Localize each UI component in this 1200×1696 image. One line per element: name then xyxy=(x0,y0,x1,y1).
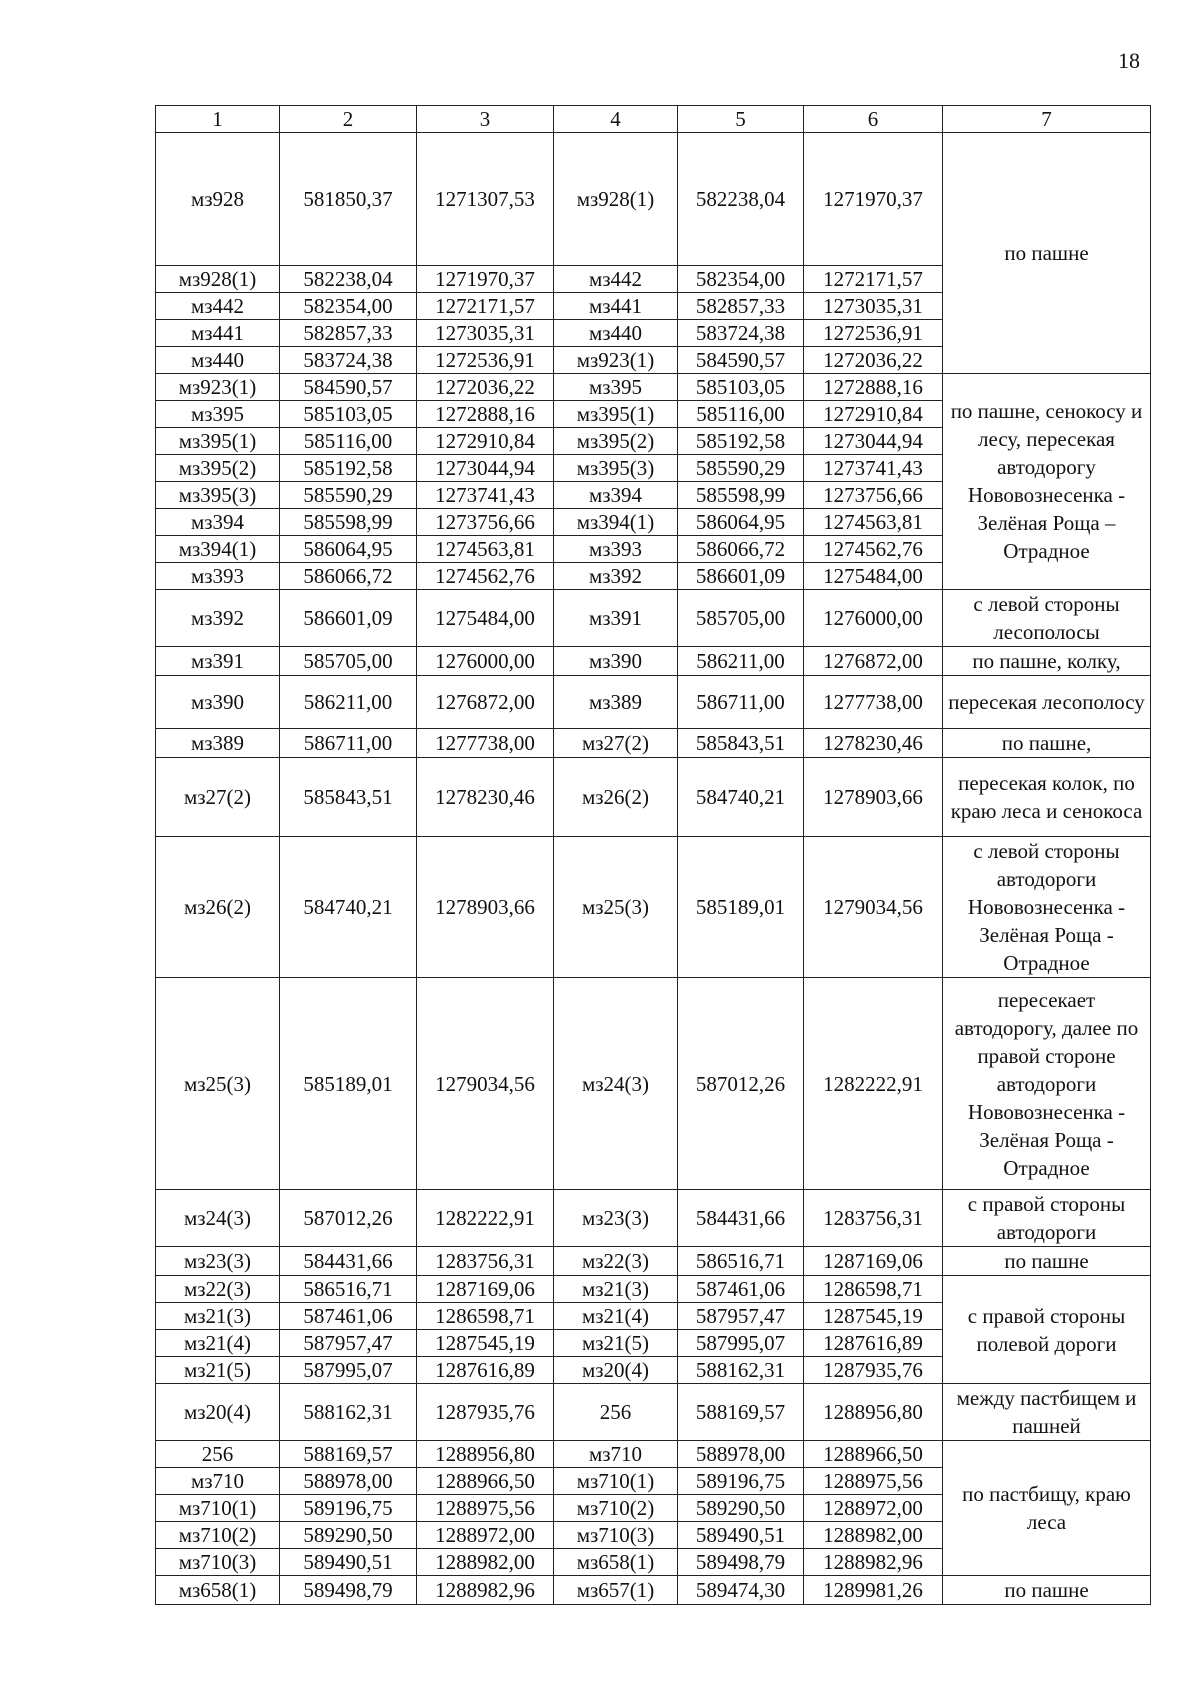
start-x-cell: 586601,09 xyxy=(280,589,417,646)
start-point-cell: мз658(1) xyxy=(156,1576,280,1605)
start-x-cell: 586711,00 xyxy=(280,728,417,757)
description-cell: с левой стороны лесополосы xyxy=(943,589,1151,646)
start-x-cell: 589490,51 xyxy=(280,1549,417,1576)
table-row xyxy=(156,133,1151,266)
end-x-cell: 586516,71 xyxy=(678,1247,804,1276)
end-point-cell: мз21(3) xyxy=(554,1276,678,1303)
start-y-cell: 1283756,31 xyxy=(417,1247,554,1276)
start-y-cell: 1287935,76 xyxy=(417,1384,554,1441)
start-y-cell: 1273756,66 xyxy=(417,508,554,535)
start-x-cell: 586064,95 xyxy=(280,535,417,562)
start-x-cell: 587995,07 xyxy=(280,1357,417,1384)
end-x-cell: 584431,66 xyxy=(678,1190,804,1247)
end-y-cell: 1288966,50 xyxy=(804,1441,943,1468)
start-x-cell: 585598,99 xyxy=(280,508,417,535)
start-point-cell: мз393 xyxy=(156,562,280,589)
start-y-cell: 1273741,43 xyxy=(417,481,554,508)
start-point-cell: мз710(2) xyxy=(156,1522,280,1549)
start-x-cell: 586516,71 xyxy=(280,1276,417,1303)
end-x-cell: 584590,57 xyxy=(678,346,804,373)
start-y-cell: 1276000,00 xyxy=(417,646,554,675)
start-y-cell: 1287616,89 xyxy=(417,1357,554,1384)
end-point-cell: мз391 xyxy=(554,589,678,646)
start-point-cell: мз710(1) xyxy=(156,1495,280,1522)
end-y-cell: 1273035,31 xyxy=(804,292,943,319)
end-y-cell: 1272171,57 xyxy=(804,265,943,292)
end-x-cell: 585189,01 xyxy=(678,837,804,978)
description-cell: с правой стороны полевой дороги xyxy=(943,1276,1151,1384)
start-point-cell: мз389 xyxy=(156,728,280,757)
end-x-cell: 582354,00 xyxy=(678,265,804,292)
end-x-cell: 585598,99 xyxy=(678,481,804,508)
end-x-cell: 589474,30 xyxy=(678,1576,804,1605)
table-row xyxy=(156,646,1151,675)
end-x-cell: 589196,75 xyxy=(678,1468,804,1495)
end-point-cell: мз710 xyxy=(554,1441,678,1468)
end-y-cell: 1288975,56 xyxy=(804,1468,943,1495)
end-x-cell: 588978,00 xyxy=(678,1441,804,1468)
end-x-cell: 583724,38 xyxy=(678,319,804,346)
end-y-cell: 1274563,81 xyxy=(804,508,943,535)
table-row xyxy=(156,728,1151,757)
end-point-cell: мз21(5) xyxy=(554,1330,678,1357)
start-y-cell: 1288966,50 xyxy=(417,1468,554,1495)
start-y-cell: 1288972,00 xyxy=(417,1522,554,1549)
start-y-cell: 1279034,56 xyxy=(417,978,554,1190)
description-cell: по пашне, xyxy=(943,728,1151,757)
start-y-cell: 1271307,53 xyxy=(417,133,554,266)
start-point-cell: мз25(3) xyxy=(156,978,280,1190)
end-x-cell: 586066,72 xyxy=(678,535,804,562)
start-y-cell: 1288975,56 xyxy=(417,1495,554,1522)
page-number: 18 xyxy=(1118,48,1140,73)
end-x-cell: 585192,58 xyxy=(678,427,804,454)
start-x-cell: 585103,05 xyxy=(280,400,417,427)
description-cell: пересекает автодорогу, далее по правой стороне автодороги Нововознесенка - Зелёная Роща - Отрадное xyxy=(943,978,1151,1190)
end-point-cell: мз23(3) xyxy=(554,1190,678,1247)
end-y-cell: 1278903,66 xyxy=(804,757,943,837)
end-point-cell: мз710(2) xyxy=(554,1495,678,1522)
table-row xyxy=(156,757,1151,837)
description-cell: по пашне, сенокосу и лесу, пересекая автодорогу Нововознесенка - Зелёная Роща – Отрадное xyxy=(943,373,1151,589)
start-x-cell: 588162,31 xyxy=(280,1384,417,1441)
end-x-cell: 584740,21 xyxy=(678,757,804,837)
end-point-cell: мз22(3) xyxy=(554,1247,678,1276)
end-x-cell: 586064,95 xyxy=(678,508,804,535)
header-row xyxy=(156,106,1151,133)
start-x-cell: 584431,66 xyxy=(280,1247,417,1276)
end-y-cell: 1278230,46 xyxy=(804,728,943,757)
description-cell: по пашне xyxy=(943,1247,1151,1276)
start-y-cell: 1274563,81 xyxy=(417,535,554,562)
end-x-cell: 585705,00 xyxy=(678,589,804,646)
start-x-cell: 582857,33 xyxy=(280,319,417,346)
table-row xyxy=(156,373,1151,400)
start-point-cell: мз392 xyxy=(156,589,280,646)
end-x-cell: 587012,26 xyxy=(678,978,804,1190)
end-y-cell: 1276000,00 xyxy=(804,589,943,646)
end-y-cell: 1279034,56 xyxy=(804,837,943,978)
start-point-cell: мз394 xyxy=(156,508,280,535)
end-x-cell: 582857,33 xyxy=(678,292,804,319)
description-cell: по пашне, колку, xyxy=(943,646,1151,675)
start-point-cell: мз21(3) xyxy=(156,1303,280,1330)
start-point-cell: мз928 xyxy=(156,133,280,266)
description-cell: пересекая колок, по краю леса и сенокоса xyxy=(943,757,1151,837)
start-y-cell: 1287545,19 xyxy=(417,1330,554,1357)
end-y-cell: 1288956,80 xyxy=(804,1384,943,1441)
end-y-cell: 1288982,00 xyxy=(804,1522,943,1549)
table-row xyxy=(156,1441,1151,1468)
start-y-cell: 1272536,91 xyxy=(417,346,554,373)
end-y-cell: 1287616,89 xyxy=(804,1330,943,1357)
end-point-cell: мз657(1) xyxy=(554,1576,678,1605)
start-point-cell: мз442 xyxy=(156,292,280,319)
end-y-cell: 1288982,96 xyxy=(804,1549,943,1576)
end-point-cell: мз25(3) xyxy=(554,837,678,978)
start-y-cell: 1282222,91 xyxy=(417,1190,554,1247)
end-y-cell: 1272536,91 xyxy=(804,319,943,346)
table-row xyxy=(156,1576,1151,1605)
start-point-cell: 256 xyxy=(156,1441,280,1468)
description-cell: между пастбищем и пашней xyxy=(943,1384,1151,1441)
end-x-cell: 589498,79 xyxy=(678,1549,804,1576)
end-point-cell: мз710(1) xyxy=(554,1468,678,1495)
start-x-cell: 583724,38 xyxy=(280,346,417,373)
start-x-cell: 588169,57 xyxy=(280,1441,417,1468)
start-x-cell: 581850,37 xyxy=(280,133,417,266)
end-x-cell: 587957,47 xyxy=(678,1303,804,1330)
end-x-cell: 585843,51 xyxy=(678,728,804,757)
end-x-cell: 586601,09 xyxy=(678,562,804,589)
start-x-cell: 586211,00 xyxy=(280,675,417,728)
end-point-cell: мз923(1) xyxy=(554,346,678,373)
start-y-cell: 1288956,80 xyxy=(417,1441,554,1468)
table-row xyxy=(156,1247,1151,1276)
table-row xyxy=(156,978,1151,1190)
end-point-cell: мз26(2) xyxy=(554,757,678,837)
description-cell: с правой стороны автодороги xyxy=(943,1190,1151,1247)
start-y-cell: 1288982,96 xyxy=(417,1576,554,1605)
end-y-cell: 1274562,76 xyxy=(804,535,943,562)
start-y-cell: 1288982,00 xyxy=(417,1549,554,1576)
end-point-cell: мз394(1) xyxy=(554,508,678,535)
start-y-cell: 1277738,00 xyxy=(417,728,554,757)
end-x-cell: 585590,29 xyxy=(678,454,804,481)
end-x-cell: 582238,04 xyxy=(678,133,804,266)
end-x-cell: 588162,31 xyxy=(678,1357,804,1384)
end-y-cell: 1286598,71 xyxy=(804,1276,943,1303)
start-y-cell: 1275484,00 xyxy=(417,589,554,646)
start-point-cell: мз26(2) xyxy=(156,837,280,978)
start-point-cell: мз441 xyxy=(156,319,280,346)
end-point-cell: мз395(3) xyxy=(554,454,678,481)
description-cell: по пашне xyxy=(943,133,1151,374)
end-point-cell: мз395(2) xyxy=(554,427,678,454)
end-point-cell: мз441 xyxy=(554,292,678,319)
start-point-cell: мз710(3) xyxy=(156,1549,280,1576)
end-point-cell: мз389 xyxy=(554,675,678,728)
table-row xyxy=(156,589,1151,646)
end-y-cell: 1277738,00 xyxy=(804,675,943,728)
boundary-coordinates-table xyxy=(155,105,1151,1605)
end-y-cell: 1288972,00 xyxy=(804,1495,943,1522)
end-point-cell: мз390 xyxy=(554,646,678,675)
start-y-cell: 1287169,06 xyxy=(417,1276,554,1303)
header-cell: 7 xyxy=(943,106,1151,133)
start-y-cell: 1276872,00 xyxy=(417,675,554,728)
start-y-cell: 1273035,31 xyxy=(417,319,554,346)
start-x-cell: 586066,72 xyxy=(280,562,417,589)
description-cell: по пастбищу, краю леса xyxy=(943,1441,1151,1576)
start-y-cell: 1272036,22 xyxy=(417,373,554,400)
start-x-cell: 584740,21 xyxy=(280,837,417,978)
end-point-cell: мз20(4) xyxy=(554,1357,678,1384)
start-x-cell: 585590,29 xyxy=(280,481,417,508)
start-x-cell: 587461,06 xyxy=(280,1303,417,1330)
start-x-cell: 585192,58 xyxy=(280,454,417,481)
end-y-cell: 1272910,84 xyxy=(804,400,943,427)
end-y-cell: 1289981,26 xyxy=(804,1576,943,1605)
start-y-cell: 1272888,16 xyxy=(417,400,554,427)
end-point-cell: мз395 xyxy=(554,373,678,400)
end-point-cell: мз440 xyxy=(554,319,678,346)
start-point-cell: мз395(2) xyxy=(156,454,280,481)
end-y-cell: 1272036,22 xyxy=(804,346,943,373)
table-row xyxy=(156,1190,1151,1247)
end-point-cell: мз392 xyxy=(554,562,678,589)
end-x-cell: 588169,57 xyxy=(678,1384,804,1441)
end-point-cell: мз395(1) xyxy=(554,400,678,427)
header-cell: 2 xyxy=(280,106,417,133)
end-point-cell: мз24(3) xyxy=(554,978,678,1190)
start-point-cell: мз391 xyxy=(156,646,280,675)
table-row xyxy=(156,1276,1151,1303)
start-point-cell: мз22(3) xyxy=(156,1276,280,1303)
start-point-cell: мз21(4) xyxy=(156,1330,280,1357)
header-cell: 1 xyxy=(156,106,280,133)
start-point-cell: мз20(4) xyxy=(156,1384,280,1441)
start-x-cell: 582238,04 xyxy=(280,265,417,292)
end-point-cell: мз393 xyxy=(554,535,678,562)
start-x-cell: 587012,26 xyxy=(280,1190,417,1247)
end-y-cell: 1287935,76 xyxy=(804,1357,943,1384)
end-y-cell: 1272888,16 xyxy=(804,373,943,400)
start-point-cell: мз24(3) xyxy=(156,1190,280,1247)
start-y-cell: 1273044,94 xyxy=(417,454,554,481)
start-point-cell: мз390 xyxy=(156,675,280,728)
description-cell: пересекая лесополосу xyxy=(943,675,1151,728)
description-cell: по пашне xyxy=(943,1576,1151,1605)
start-point-cell: мз394(1) xyxy=(156,535,280,562)
end-y-cell: 1275484,00 xyxy=(804,562,943,589)
start-y-cell: 1278903,66 xyxy=(417,837,554,978)
table-row xyxy=(156,675,1151,728)
start-y-cell: 1272171,57 xyxy=(417,292,554,319)
start-x-cell: 588978,00 xyxy=(280,1468,417,1495)
start-point-cell: мз27(2) xyxy=(156,757,280,837)
end-x-cell: 586211,00 xyxy=(678,646,804,675)
start-x-cell: 584590,57 xyxy=(280,373,417,400)
end-point-cell: 256 xyxy=(554,1384,678,1441)
end-point-cell: мз710(3) xyxy=(554,1522,678,1549)
header-cell: 3 xyxy=(417,106,554,133)
end-x-cell: 587461,06 xyxy=(678,1276,804,1303)
start-y-cell: 1286598,71 xyxy=(417,1303,554,1330)
end-x-cell: 586711,00 xyxy=(678,675,804,728)
start-x-cell: 589290,50 xyxy=(280,1522,417,1549)
start-point-cell: мз21(5) xyxy=(156,1357,280,1384)
start-y-cell: 1274562,76 xyxy=(417,562,554,589)
end-x-cell: 589490,51 xyxy=(678,1522,804,1549)
start-x-cell: 587957,47 xyxy=(280,1330,417,1357)
description-cell: с левой стороны автодороги Нововознесенка - Зелёная Роща - Отрадное xyxy=(943,837,1151,978)
end-point-cell: мз442 xyxy=(554,265,678,292)
end-y-cell: 1273741,43 xyxy=(804,454,943,481)
start-point-cell: мз710 xyxy=(156,1468,280,1495)
start-x-cell: 589498,79 xyxy=(280,1576,417,1605)
end-x-cell: 585103,05 xyxy=(678,373,804,400)
header-cell: 4 xyxy=(554,106,678,133)
end-y-cell: 1287545,19 xyxy=(804,1303,943,1330)
start-x-cell: 585705,00 xyxy=(280,646,417,675)
end-x-cell: 585116,00 xyxy=(678,400,804,427)
header-cell: 5 xyxy=(678,106,804,133)
end-y-cell: 1283756,31 xyxy=(804,1190,943,1247)
start-point-cell: мз395(1) xyxy=(156,427,280,454)
start-x-cell: 585843,51 xyxy=(280,757,417,837)
end-point-cell: мз658(1) xyxy=(554,1549,678,1576)
start-point-cell: мз440 xyxy=(156,346,280,373)
end-y-cell: 1273044,94 xyxy=(804,427,943,454)
end-point-cell: мз394 xyxy=(554,481,678,508)
start-x-cell: 589196,75 xyxy=(280,1495,417,1522)
start-point-cell: мз23(3) xyxy=(156,1247,280,1276)
end-y-cell: 1287169,06 xyxy=(804,1247,943,1276)
start-point-cell: мз395 xyxy=(156,400,280,427)
end-point-cell: мз27(2) xyxy=(554,728,678,757)
end-y-cell: 1271970,37 xyxy=(804,133,943,266)
start-point-cell: мз923(1) xyxy=(156,373,280,400)
table-row xyxy=(156,1384,1151,1441)
start-y-cell: 1272910,84 xyxy=(417,427,554,454)
end-x-cell: 587995,07 xyxy=(678,1330,804,1357)
start-point-cell: мз928(1) xyxy=(156,265,280,292)
start-x-cell: 585189,01 xyxy=(280,978,417,1190)
start-x-cell: 585116,00 xyxy=(280,427,417,454)
end-y-cell: 1282222,91 xyxy=(804,978,943,1190)
end-y-cell: 1276872,00 xyxy=(804,646,943,675)
header-cell: 6 xyxy=(804,106,943,133)
start-x-cell: 582354,00 xyxy=(280,292,417,319)
start-y-cell: 1271970,37 xyxy=(417,265,554,292)
end-point-cell: мз21(4) xyxy=(554,1303,678,1330)
end-x-cell: 589290,50 xyxy=(678,1495,804,1522)
table-row xyxy=(156,837,1151,978)
end-point-cell: мз928(1) xyxy=(554,133,678,266)
start-y-cell: 1278230,46 xyxy=(417,757,554,837)
end-y-cell: 1273756,66 xyxy=(804,481,943,508)
start-point-cell: мз395(3) xyxy=(156,481,280,508)
